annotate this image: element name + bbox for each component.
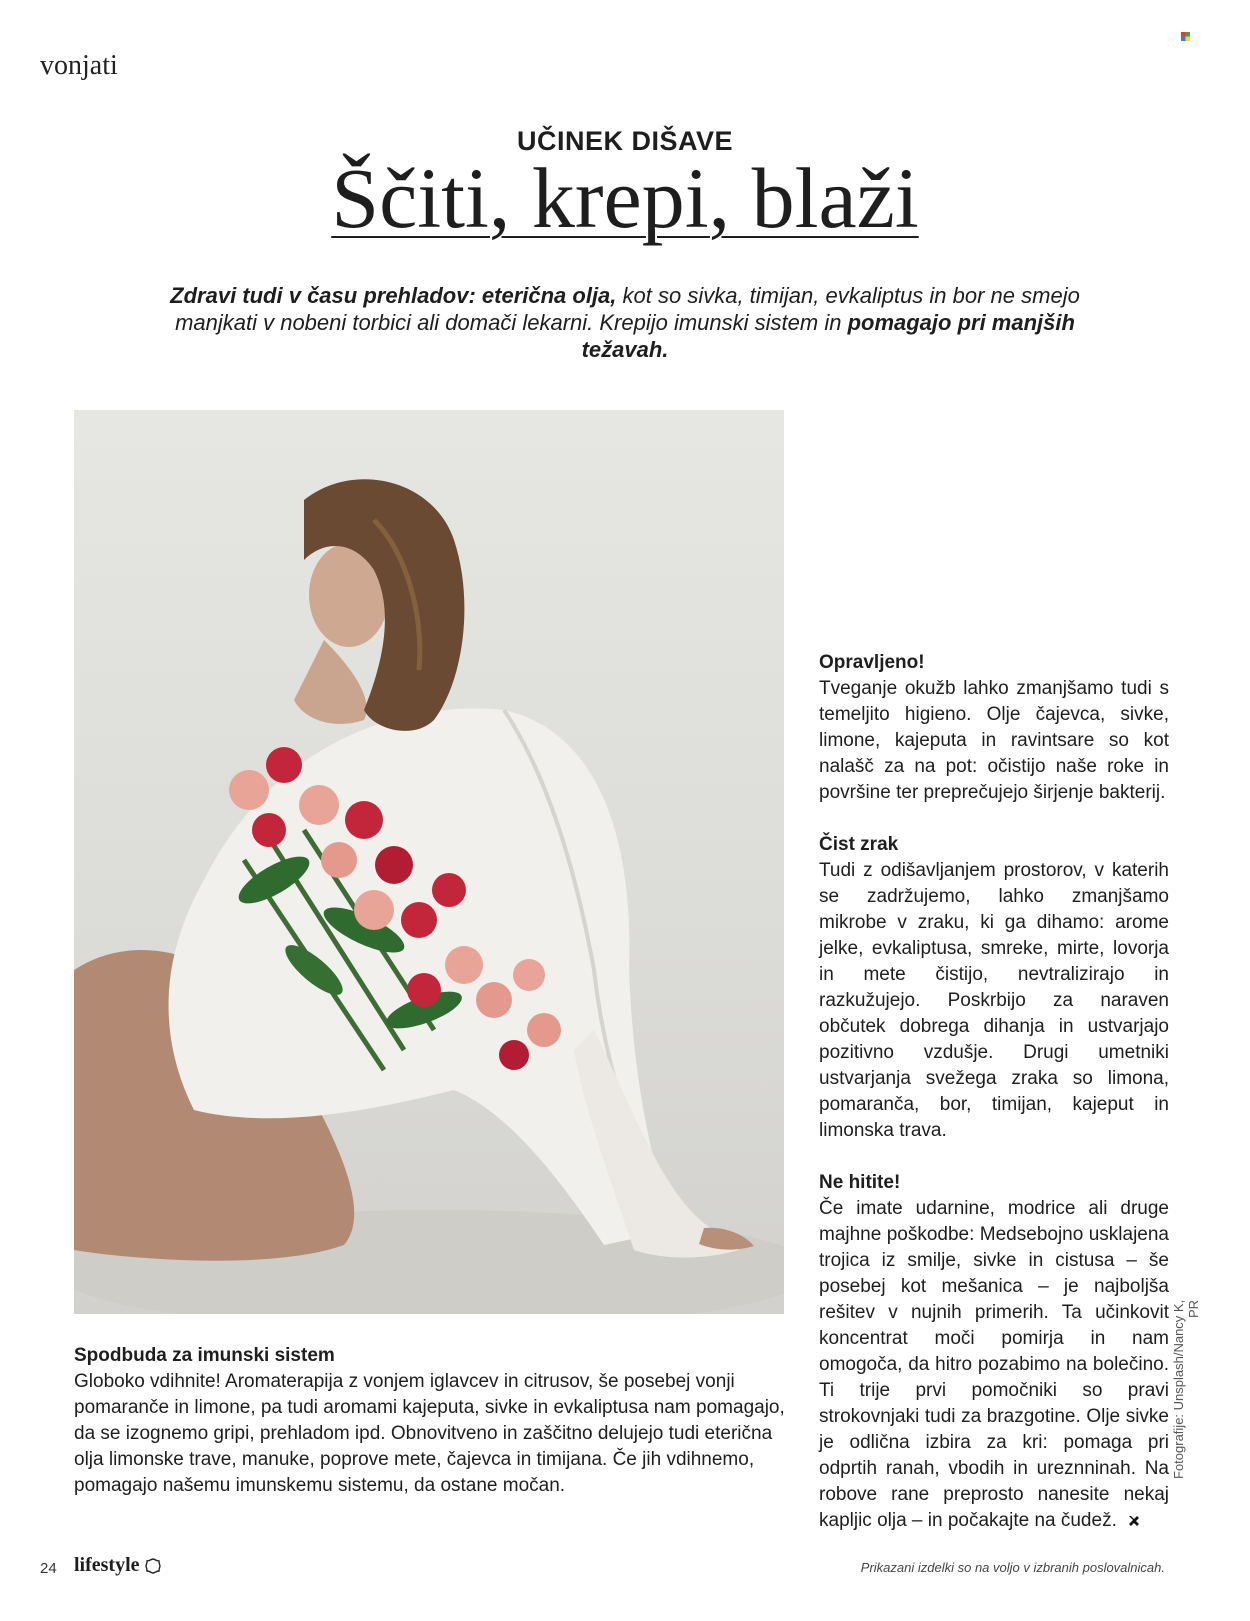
article-photo [74, 410, 784, 1314]
page-title [0, 150, 1250, 246]
hygiene-section [819, 650, 1169, 806]
photo-woman-roses-icon [74, 410, 784, 1314]
footer-note: Prikazani izdelki so na voljo v izbranih poslovalnicah. [860, 1560, 1165, 1575]
immune-heading: Spodbuda za imunski sistem [74, 1345, 335, 1366]
right-column [819, 650, 1169, 1560]
footer-brand [74, 1554, 140, 1577]
left-column [74, 1343, 796, 1499]
kicker: UČINEK DIŠAVE [516, 126, 734, 156]
first-aid-heading: Ne hitite! [819, 1172, 901, 1193]
first-aid-text [819, 1196, 1169, 1534]
lead-text: kot so sivka, timijan, evkaliptus in bor ne smejo manjkati v nobeni torbici ali domači lekarni. Krepijo imunski sistem in [175, 283, 1080, 335]
page-number: 24 [40, 1560, 57, 1577]
footer-brand-text: lifestyle [74, 1554, 140, 1576]
page-title-text: Ščiti, krepi, blaži [331, 150, 919, 246]
immune-text: Globoko vdihnite! Aromaterapija z vonjem iglavcev in citrusov, še posebej vonji pomaranče in limone, pa tudi aromami kajeputa, sivke in evkaliptusa nam pomagajo, da se izognemo gripi, prehladom ipd. Obnovitveno in zaščitno delujejo tudi eterična olja limonske trave, manuke, poprove mete, čajevca in timijana. Če jih vdihnemo, pomagajo našemu imunskemu sistemu, da ostane močan. [74, 1371, 785, 1496]
brand-color-mark-icon [1181, 32, 1190, 41]
lead-bold-start: Zdravi tudi v času prehladov: eterična olja, [170, 283, 617, 308]
section-label: vonjati [40, 50, 118, 81]
lead-paragraph [170, 282, 1080, 363]
photo-credit: Fotografije: Unsplash/Nancy K, PR [1171, 1300, 1201, 1480]
clean-air-heading: Čist zrak [819, 834, 899, 855]
hygiene-text: Tveganje okužb lahko zmanjšamo tudi s temeljito higieno. Olje čajevca, sivke, limone, kajeputa in ravintsare so kot nalašč za na pot: očistijo naše roke in površine ter preprečujejo širjenje bakterij. [819, 678, 1169, 803]
lead-bold-end: pomagajo pri manjših težavah. [581, 310, 1075, 362]
first-aid-text-body: Če imate udarnine, modrice ali druge majhne poškodbe: Medsebojno usklajena trojica iz smilje, sivke in cistusa – še posebej kot mešanica – je najboljša rešitev v nujnih primerih. Ta učinkovit koncentrat moči pomirja in nam omogoča, da hitro pozabimo na bolečino. Ti trije prvi pomočniki so pravi strokovnjaki tudi za brazgotine. Olje sivke je odlična izbira za kri: pomaga pri odprtih ranah, vbodih in ureznninah. Na robove rane preprosto nanesite nekaj kapljic olja – in počakajte na čudež. [819, 1198, 1169, 1531]
clean-air-text: Tudi z odišavljanjem prostorov, v katerih se zadržujemo, lahko zmanjšamo mikrobe v zraku, ki ga dihamo: arome jelke, evkaliptusa, smreke, mirte, lovorja in mete čistijo, nevtralizirajo in razkužujejo. Poskrbijo za naraven občutek dobrega dihanja in ustvarjajo pozitivno vzdušje. Drugi umetniki ustvarjanja svežega zraka so limona, pomaranča, bor, timijan, kajeput in limonska trava. [819, 860, 1169, 1141]
article-end-icon [1127, 1514, 1141, 1528]
lifestyle-logo-icon [145, 1558, 161, 1574]
first-aid-section [819, 1170, 1169, 1534]
clean-air-section [819, 832, 1169, 1144]
hygiene-heading: Opravljeno! [819, 652, 925, 673]
